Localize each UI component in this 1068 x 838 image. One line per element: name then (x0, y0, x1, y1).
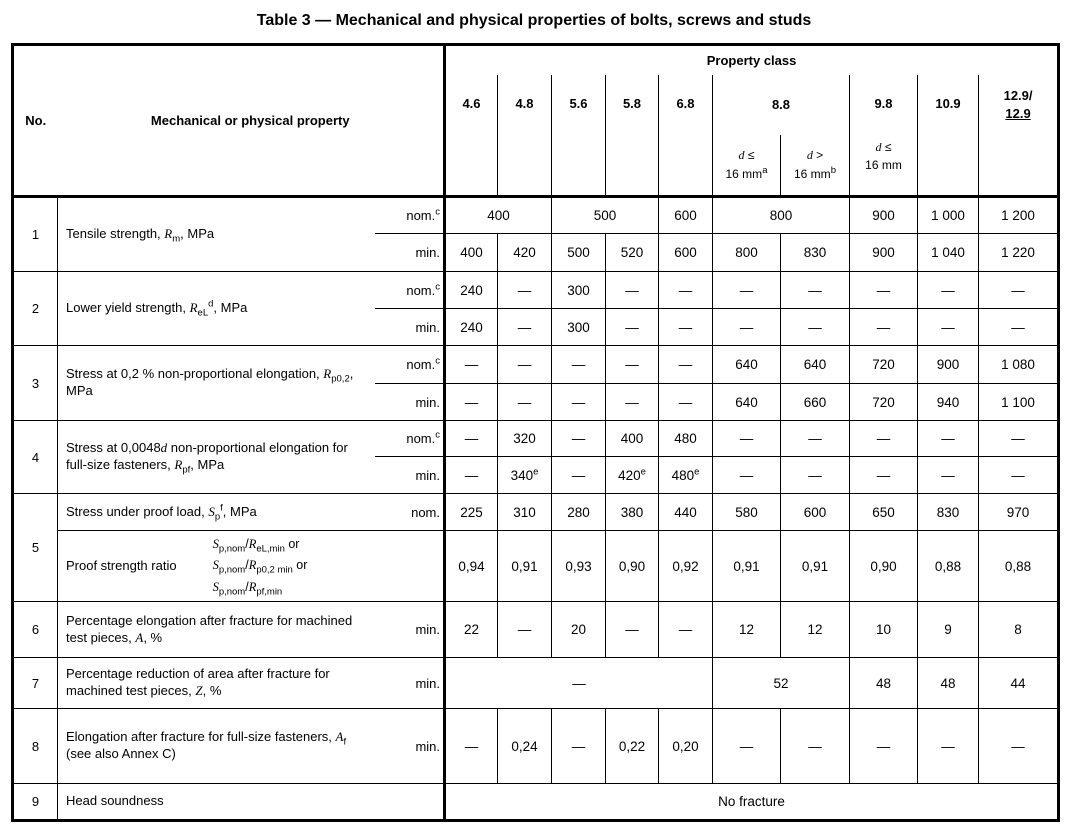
value-cell: — (850, 709, 918, 784)
table-row (13, 531, 1059, 602)
value-cell: 500 (552, 234, 606, 272)
value-cell: — (445, 457, 498, 494)
value-cell: 420 (498, 234, 552, 272)
proof-strength-ratio-label: Proof strength ratio (66, 557, 177, 573)
table-row (13, 658, 1059, 709)
qualifier-label: min. (375, 457, 445, 494)
value-cell: 380 (606, 494, 659, 531)
value-cell: — (713, 457, 781, 494)
table-row (13, 784, 1059, 821)
value-cell: 420e (606, 457, 659, 494)
value-cell: 830 (918, 494, 979, 531)
header-property-class: Property class (445, 45, 1059, 75)
value-cell: 0,91 (713, 531, 781, 602)
value-cell: 480e (659, 457, 713, 494)
class-header-98-sublabel: d ≤ 16 mm (865, 139, 902, 173)
header-no: No. (25, 113, 47, 128)
value-cell: No fracture (445, 784, 1059, 821)
qualifier-label: min. (375, 234, 445, 272)
value-cell: 640 (713, 346, 781, 384)
class-header-98 (850, 75, 918, 197)
table-row (13, 197, 1059, 234)
table-row (13, 272, 1059, 309)
table-row (13, 421, 1059, 457)
value-cell: 12 (781, 602, 850, 658)
qualifier-label: min. (375, 384, 445, 421)
value-cell: — (659, 346, 713, 384)
value-cell: 650 (850, 494, 918, 531)
qualifier-label: nom.$^c$ (375, 346, 445, 384)
value-cell: — (606, 602, 659, 658)
value-cell: — (498, 384, 552, 421)
proof-strength-ratio-formulas (213, 534, 308, 598)
value-cell: — (850, 421, 918, 457)
header-property: Mechanical or physical property (150, 113, 350, 128)
value-cell: 0,92 (659, 531, 713, 602)
value-cell: 0,90 (850, 531, 918, 602)
value-cell: 970 (979, 494, 1059, 531)
class-header-129-line2: 12.9 (1005, 106, 1031, 122)
value-cell: 600 (659, 197, 713, 234)
value-cell: 280 (552, 494, 606, 531)
property-name: Stress at 0,0048d non-proportional elongation for full-size fasteners, $R_{pf}$, MPa (58, 421, 375, 494)
value-cell: 400 (445, 234, 498, 272)
value-cell: 600 (781, 494, 850, 531)
value-cell: — (781, 457, 850, 494)
value-cell: — (781, 272, 850, 309)
table-row (13, 346, 1059, 384)
subheader-88-d-le-16: d ≤ 16 $mm^a$ (713, 135, 781, 197)
value-cell: 720 (850, 384, 918, 421)
value-cell: 0,93 (552, 531, 606, 602)
property-name: Percentage reduction of area after fracture for machined test pieces, Z, % (58, 658, 375, 709)
value-cell: 0,88 (918, 531, 979, 602)
row-number: 5 (13, 494, 58, 602)
value-cell: 9 (918, 602, 979, 658)
value-cell: — (445, 384, 498, 421)
row-number: 9 (13, 784, 58, 821)
value-cell: 240 (445, 272, 498, 309)
subheader-88-d-gt-16: d > 16 $mm^b$ (781, 135, 850, 197)
value-cell: 320 (498, 421, 552, 457)
value-cell: 340e (498, 457, 552, 494)
value-cell: 0,90 (606, 531, 659, 602)
value-cell: 600 (659, 234, 713, 272)
value-cell: 400 (445, 197, 552, 234)
property-name: Elongation after fracture for full-size fasteners, $A_f$ (see also Annex C) (58, 709, 375, 784)
value-cell: 8 (979, 602, 1059, 658)
qualifier-label: nom.$^c$ (375, 197, 445, 234)
property-name (58, 531, 445, 602)
class-header-129-line1: 12.9/ (1003, 87, 1033, 103)
value-cell: 0,91 (781, 531, 850, 602)
value-cell: 440 (659, 494, 713, 531)
value-cell: — (606, 272, 659, 309)
value-cell: 44 (979, 658, 1059, 709)
value-cell: — (781, 421, 850, 457)
value-cell: — (918, 709, 979, 784)
value-cell: 800 (713, 234, 781, 272)
value-cell: — (979, 272, 1059, 309)
value-cell: 900 (850, 197, 918, 234)
table-row (13, 602, 1059, 658)
value-cell: 20 (552, 602, 606, 658)
value-cell: 800 (713, 197, 850, 234)
value-cell: — (979, 709, 1059, 784)
row-number: 6 (13, 602, 58, 658)
value-cell: — (445, 709, 498, 784)
value-cell: — (498, 309, 552, 346)
value-cell: — (918, 272, 979, 309)
value-cell: 225 (445, 494, 498, 531)
table-3 (11, 43, 1060, 822)
value-cell: 400 (606, 421, 659, 457)
qualifier-label: nom.$^c$ (375, 421, 445, 457)
value-cell: 900 (850, 234, 918, 272)
table-row (13, 709, 1059, 784)
row-number: 3 (13, 346, 58, 421)
row-number: 8 (13, 709, 58, 784)
value-cell: 52 (713, 658, 850, 709)
value-cell: 580 (713, 494, 781, 531)
value-cell: — (713, 309, 781, 346)
qualifier-label: min. (375, 709, 445, 784)
class-header-48: 4.8 (498, 75, 552, 197)
value-cell: — (850, 309, 918, 346)
value-cell: — (498, 346, 552, 384)
value-cell: — (552, 457, 606, 494)
value-cell: 1 040 (918, 234, 979, 272)
row-number: 4 (13, 421, 58, 494)
value-cell: 0,91 (498, 531, 552, 602)
value-cell: 0,20 (659, 709, 713, 784)
property-name: Lower yield strength, $R_{eL}^d$, MPa (58, 272, 375, 346)
property-name: Tensile strength, $R_m$, MPa (58, 197, 375, 272)
qualifier-label: min. (375, 658, 445, 709)
value-cell: — (659, 602, 713, 658)
value-cell: — (713, 272, 781, 309)
value-cell: 48 (850, 658, 918, 709)
value-cell: 0,22 (606, 709, 659, 784)
value-cell: — (606, 346, 659, 384)
property-name: Percentage elongation after fracture for machined test pieces, A, % (58, 602, 375, 658)
header-row-1 (13, 45, 1059, 75)
property-name: Stress under proof load, $S_p^f$, MPa (58, 494, 375, 531)
class-header-68: 6.8 (659, 75, 713, 197)
value-cell: 22 (445, 602, 498, 658)
class-header-98-label: 9.8 (874, 95, 893, 111)
value-cell: — (918, 457, 979, 494)
formula-line: $S_{p,nom}/R_{eL,min}$ or (212, 537, 300, 555)
value-cell: 10 (850, 602, 918, 658)
value-cell: — (781, 309, 850, 346)
value-cell: — (445, 346, 498, 384)
value-cell: 480 (659, 421, 713, 457)
value-cell: 300 (552, 309, 606, 346)
value-cell: — (713, 709, 781, 784)
qualifier-label: min. (375, 309, 445, 346)
formula-line: $S_{p,nom}/R_{pf,min}$ (212, 579, 283, 598)
value-cell: 520 (606, 234, 659, 272)
value-cell: — (850, 272, 918, 309)
value-cell: 1 200 (979, 197, 1059, 234)
table-row (13, 494, 1059, 531)
formula-line: $S_{p,nom}/R_{p0,2 min}$ or (212, 558, 308, 576)
value-cell: — (552, 709, 606, 784)
value-cell: — (659, 272, 713, 309)
value-cell: 0,88 (979, 531, 1059, 602)
value-cell: — (498, 602, 552, 658)
value-cell: 640 (781, 346, 850, 384)
class-header-58: 5.8 (606, 75, 659, 197)
value-cell: — (445, 421, 498, 457)
class-header-109: 10.9 (918, 75, 979, 197)
value-cell: 1 100 (979, 384, 1059, 421)
value-cell: — (552, 346, 606, 384)
value-cell: 720 (850, 346, 918, 384)
row-number: 1 (13, 197, 58, 272)
value-cell: 0,94 (445, 531, 498, 602)
value-cell: — (552, 384, 606, 421)
property-name: Head soundness (58, 784, 445, 821)
value-cell: — (659, 384, 713, 421)
value-cell: — (918, 421, 979, 457)
value-cell: 500 (552, 197, 659, 234)
value-cell: — (606, 309, 659, 346)
table-title: Table 3 — Mechanical and physical properties of bolts, screws and studs (256, 12, 812, 29)
qualifier-label: nom.$^c$ (375, 272, 445, 309)
value-cell: — (918, 309, 979, 346)
value-cell: 48 (918, 658, 979, 709)
value-cell: — (979, 421, 1059, 457)
value-cell: — (552, 421, 606, 457)
value-cell: 900 (918, 346, 979, 384)
row-number: 2 (13, 272, 58, 346)
property-name: Stress at 0,2 % non-proportional elongation, $R_{p0,2}$, MPa (58, 346, 375, 421)
value-cell: — (445, 658, 713, 709)
value-cell: 300 (552, 272, 606, 309)
value-cell: — (850, 457, 918, 494)
value-cell: — (606, 384, 659, 421)
row-number: 7 (13, 658, 58, 709)
value-cell: 1 000 (918, 197, 979, 234)
class-header-56: 5.6 (552, 75, 606, 197)
value-cell: — (659, 309, 713, 346)
value-cell: 1 080 (979, 346, 1059, 384)
value-cell: — (713, 421, 781, 457)
value-cell: 640 (713, 384, 781, 421)
value-cell: — (979, 309, 1059, 346)
value-cell: 660 (781, 384, 850, 421)
value-cell: 940 (918, 384, 979, 421)
value-cell: 830 (781, 234, 850, 272)
value-cell: 240 (445, 309, 498, 346)
value-cell: — (498, 272, 552, 309)
qualifier-label: nom. (375, 494, 445, 531)
value-cell: — (979, 457, 1059, 494)
qualifier-label: min. (375, 602, 445, 658)
value-cell: 1 220 (979, 234, 1059, 272)
class-header-88: 8.8 (713, 75, 850, 135)
value-cell: — (781, 709, 850, 784)
value-cell: 310 (498, 494, 552, 531)
class-header-46: 4.6 (445, 75, 498, 197)
value-cell: 0,24 (498, 709, 552, 784)
class-header-129 (979, 75, 1059, 197)
value-cell: 12 (713, 602, 781, 658)
